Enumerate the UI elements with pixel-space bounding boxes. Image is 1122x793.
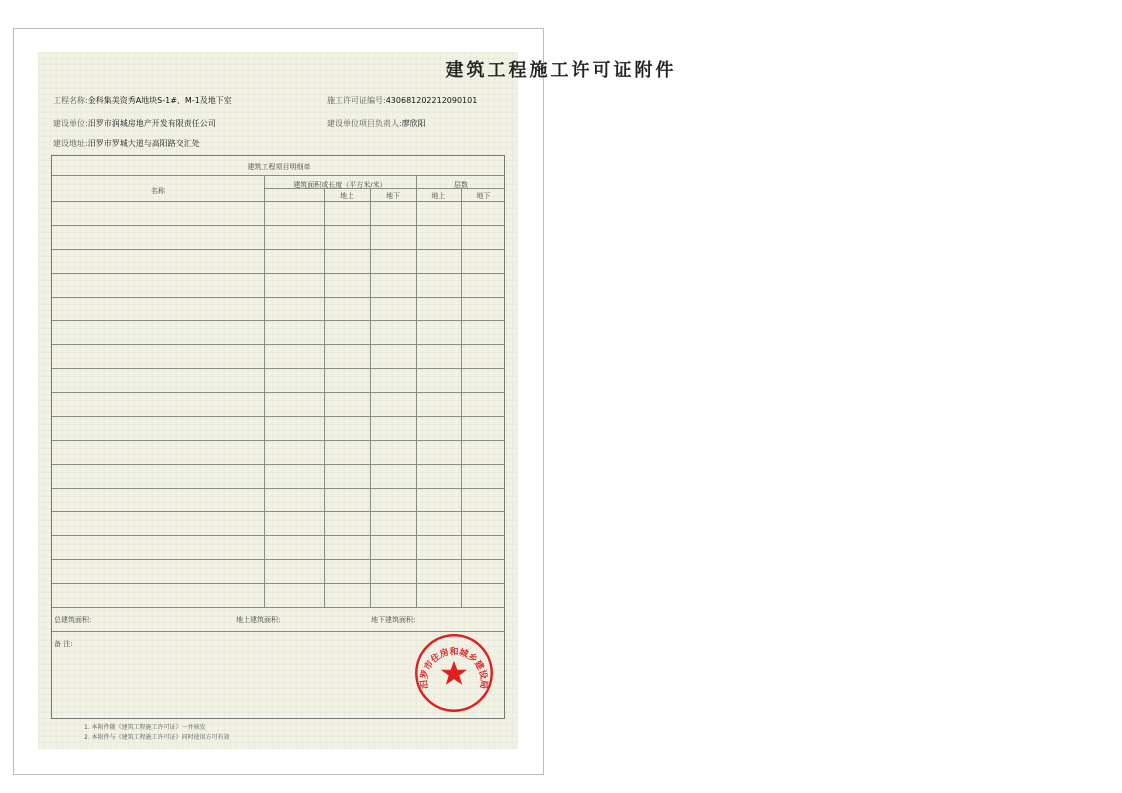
total-area-label: 总建筑面积: xyxy=(54,616,92,624)
table-row-line xyxy=(52,320,504,321)
col-area-above: 地上 xyxy=(340,192,354,200)
table-row-line xyxy=(52,368,504,369)
table-row-line xyxy=(52,488,504,489)
table-row-line xyxy=(52,297,504,298)
table-row-line xyxy=(52,273,504,274)
table-row-line xyxy=(52,249,504,250)
col-header-name: 名称 xyxy=(151,187,165,195)
note-1: 1. 本附件随《建筑工程施工许可证》一并核发 xyxy=(84,724,206,731)
table-row-line xyxy=(52,416,504,417)
col-line-area-a xyxy=(324,188,325,607)
document-title: 建筑工程施工许可证附件 xyxy=(445,60,677,81)
table-row-line xyxy=(52,511,504,512)
table-row-line xyxy=(52,392,504,393)
builder-row xyxy=(53,118,216,129)
col-line-area-b xyxy=(370,188,371,607)
manager-label: 建设单位项目负责人: xyxy=(327,119,402,128)
permit-no-value: 430681202212090101 xyxy=(385,96,478,105)
project-name-label: 工程名称: xyxy=(53,96,88,105)
builder-value: 汨罗市润城房地产开发有限责任公司 xyxy=(87,119,216,128)
table-row-line xyxy=(52,440,504,441)
table-row-line xyxy=(52,559,504,560)
builder-label: 建设单位: xyxy=(53,119,88,128)
header-subdivider xyxy=(264,188,504,189)
remarks-label: 备 注: xyxy=(54,640,73,648)
address-label: 建设地址: xyxy=(53,139,88,148)
col-line-name xyxy=(264,175,265,607)
col-line-floors xyxy=(416,175,417,607)
col-header-area: 建筑面积或长度（平方米/米） xyxy=(293,181,387,189)
note-2: 2. 本附件与《建筑工程施工许可证》同时使用方可有效 xyxy=(84,734,230,741)
table-caption: 建筑工程项目明细单 xyxy=(247,163,311,171)
project-name-row xyxy=(53,95,232,106)
below-area-label: 地下建筑面积: xyxy=(371,616,416,624)
header-bottom-line xyxy=(52,201,504,202)
col-floors-above: 地上 xyxy=(431,192,446,200)
col-area-below: 地下 xyxy=(386,192,400,200)
table-divider xyxy=(52,175,504,176)
manager-row xyxy=(327,118,426,129)
above-area-label: 地上建筑面积: xyxy=(236,616,281,624)
table-row-line xyxy=(52,344,504,345)
project-name-value: 金科集美资秀A地块S-1#、M-1及地下室 xyxy=(87,96,232,105)
official-seal xyxy=(413,632,495,714)
col-line-floors-b xyxy=(461,188,462,607)
table-row-line xyxy=(52,464,504,465)
address-row xyxy=(53,138,200,149)
permit-no-row xyxy=(327,95,477,106)
seal-text: 汨罗市住房和城乡建设局 xyxy=(419,647,489,690)
manager-value: 廖欣阳 xyxy=(401,119,426,128)
col-header-floors: 层数 xyxy=(454,181,468,189)
table-row-line xyxy=(52,583,504,584)
body-bottom-line xyxy=(52,607,504,608)
col-floors-below: 地下 xyxy=(476,192,491,200)
table-row-line xyxy=(52,225,504,226)
table-row-line xyxy=(52,535,504,536)
seal-star-icon xyxy=(441,661,467,685)
permit-no-label: 施工许可证编号: xyxy=(327,96,386,105)
address-value: 汨罗市罗城大道与高阳路交汇处 xyxy=(87,139,200,148)
